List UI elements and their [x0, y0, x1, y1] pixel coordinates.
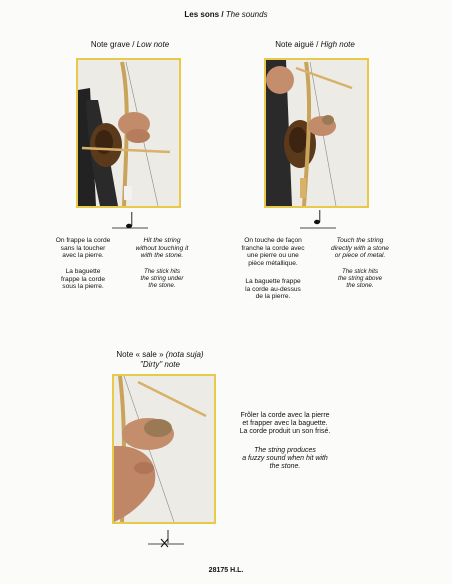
low-note-head [126, 224, 132, 228]
high-note-photo [264, 58, 369, 208]
dirty-note-staff [146, 528, 186, 550]
dirty-note-heading-en: "Dirty" note [140, 360, 180, 369]
low-note-heading: Note grave / Low note [90, 40, 170, 49]
high-note-heading-en: High note [320, 40, 355, 49]
high-note-staff [298, 210, 338, 232]
high-note-heading: Note aiguë / High note [275, 40, 355, 49]
high-note-head [314, 220, 320, 224]
dirty-note-illustration [114, 376, 214, 522]
high-note-en-1: Touch the string directly with a stone or piece of metal. [331, 237, 389, 260]
page-title-fr: Les sons [184, 10, 220, 19]
low-note-en-1: Hit the string without touching it with the stone. [135, 237, 189, 260]
high-note-fr-2: La baguette frappe la corde au-dessus de la pierre. [245, 278, 301, 301]
dirty-note-en: The string produces a fuzzy sound when hit with the stone. [242, 447, 328, 470]
low-note-staff [110, 210, 150, 232]
dirty-note-heading-pt: (nota suja) [165, 350, 204, 359]
page-title [0, 10, 452, 19]
dirty-note-heading-fr: Note « sale » [116, 350, 166, 359]
high-note-en-2: The stick hits the string above the stone. [337, 268, 383, 290]
high-note-heading-fr: Note aiguë [275, 40, 314, 49]
page-title-en: The sounds [225, 10, 268, 19]
dirty-note-heading [100, 350, 220, 370]
low-note-photo [76, 58, 181, 208]
high-note-illustration [266, 60, 367, 206]
dirty-note-photo [112, 374, 216, 524]
page-number: 28175 H.L. [208, 567, 244, 574]
high-note-fr-1: On touche de façon franche la corde avec une pierre ou une pièce métallique. [241, 237, 305, 267]
low-note-en-2: The stick hits the string under the stone. [140, 268, 184, 290]
dirty-note-fr: Frôler la corde avec la pierre et frapper avec la baguette. La corde produit un son frisé. [239, 412, 331, 435]
page-title-separator: / [219, 10, 226, 19]
low-note-fr-2: La baguette frappe la corde sous la pierre. [61, 268, 105, 291]
low-note-illustration [78, 60, 179, 206]
low-note-fr-1: On frappe la corde sans la toucher avec la pierre. [55, 237, 111, 260]
low-note-heading-en: Low note [136, 40, 170, 49]
low-note-heading-fr: Note grave [90, 40, 130, 49]
